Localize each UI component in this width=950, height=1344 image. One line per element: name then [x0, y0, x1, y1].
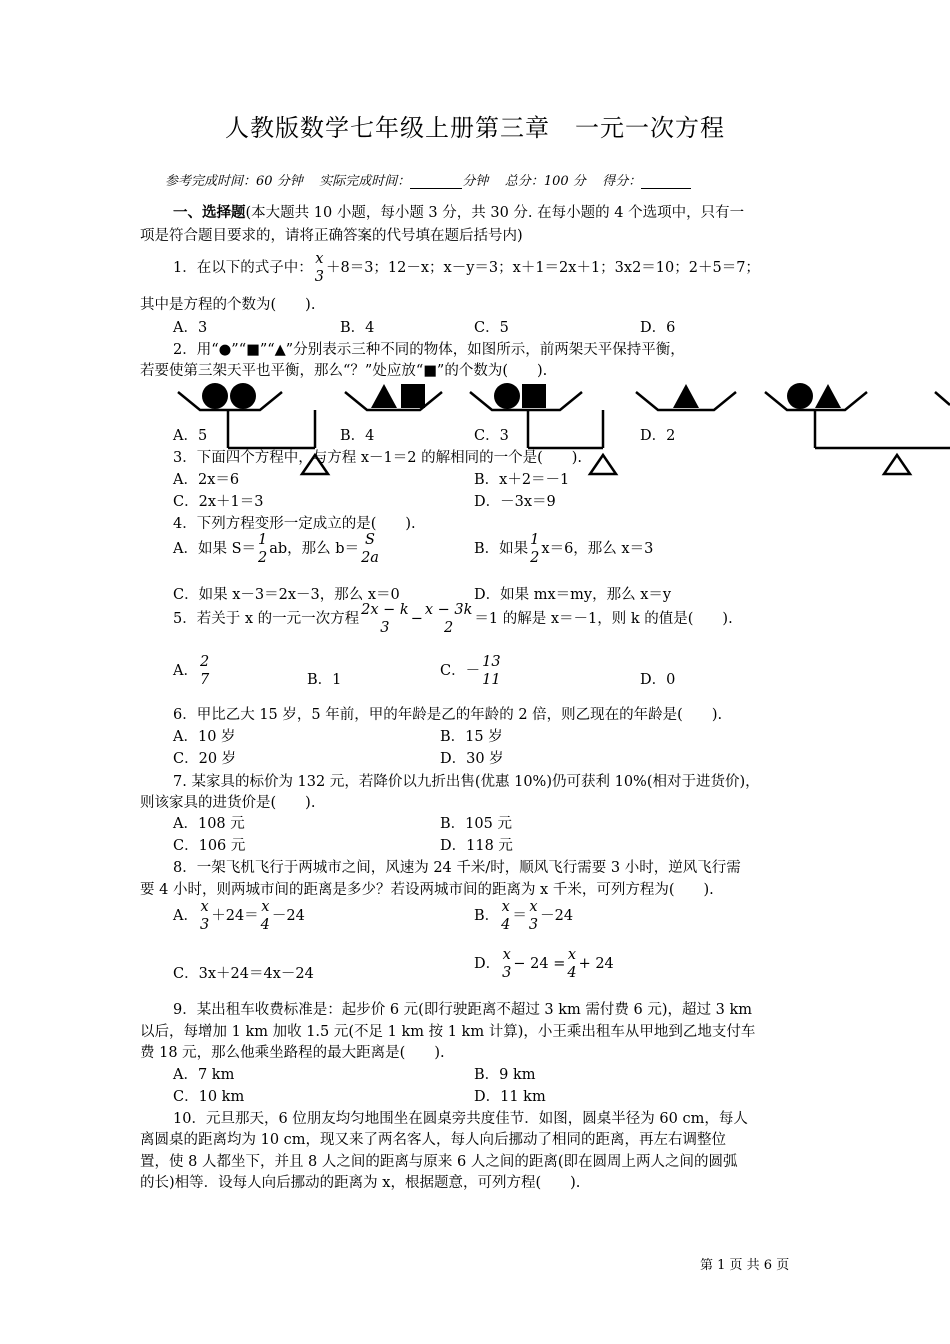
- frac-num: S: [365, 532, 375, 548]
- q3-option-b: B．x＋2＝－1: [474, 472, 570, 488]
- fraction: [200, 898, 209, 934]
- frac-den: 7: [199, 672, 210, 689]
- frac-num: x − 3k: [424, 602, 473, 618]
- q8-b-pre: B．: [474, 908, 500, 925]
- q1-option-c: C．5: [474, 320, 509, 336]
- q1-option-a: A．3: [173, 320, 208, 336]
- frac-den: 3: [380, 620, 390, 637]
- total-label: 总分：: [504, 174, 544, 189]
- q8-d-post: + 24: [578, 956, 614, 973]
- frac-num: x: [200, 899, 209, 915]
- q4-option-c: C．如果 x－3＝2x－3，那么 x＝0: [173, 587, 400, 603]
- q5-option-d: D．0: [640, 672, 676, 688]
- q9-option-a: A．7 km: [173, 1067, 235, 1083]
- q3-stem: 3．下面四个方程中，与方程 x－1＝2 的解相同的一个是( ).: [173, 450, 582, 466]
- q9-option-c: C．10 km: [173, 1089, 245, 1105]
- q5-a-pre: A．: [173, 663, 198, 680]
- q8-line1: 8．一架飞机飞行于两城市之间，风速为 24 千米/时，顺风飞行需要 3 小时，逆风飞行需: [173, 860, 741, 876]
- frac-num: 2: [199, 654, 210, 670]
- ref-time: 60 分钟: [256, 174, 303, 189]
- frac-den: 11: [482, 672, 501, 689]
- q9-option-b: B．9 km: [474, 1067, 536, 1083]
- q2-line1: 2．用“●”“■”“▲”分别表示三种不同的物体，如图所示，前两架天平保持平衡，: [173, 342, 685, 358]
- frac-den: 3: [199, 917, 210, 934]
- q5-option-a: [173, 653, 211, 689]
- q7-line2: 则该家具的进货价是( ).: [140, 795, 316, 811]
- q8-b-post: －24: [540, 908, 574, 925]
- score-label: 得分：: [602, 174, 642, 189]
- q3-option-c: C．2x＋1＝3: [173, 494, 264, 510]
- q9-option-d: D．11 km: [474, 1089, 546, 1105]
- frac-den: 3: [502, 965, 512, 982]
- fraction: [361, 531, 379, 567]
- frac-den: 4: [501, 917, 511, 934]
- page-title: 人教版数学七年级上册第三章 一元一次方程: [225, 114, 725, 142]
- triangle-icon: [371, 384, 397, 408]
- fraction: [501, 898, 510, 934]
- q4-option-a: [173, 531, 381, 567]
- frac-num: 1: [530, 532, 540, 548]
- frac-num: 1: [258, 532, 268, 548]
- q4-option-b: [474, 531, 653, 567]
- q6-option-c: C．20 岁: [173, 751, 237, 767]
- frac-den: 4: [567, 965, 577, 982]
- section-intro-cont: 项是符合题目要求的，请将正确答案的代号填在题后括号内): [140, 228, 523, 244]
- q7-option-b: B．105 元: [440, 816, 512, 832]
- q10-line3: 置，使 8 人都坐下，并且 8 人之间的距离与原来 6 人之间的距离(即在圆周上两人之间的圆弧: [140, 1154, 738, 1170]
- square-icon: [401, 384, 425, 408]
- frac-num: x: [567, 947, 577, 963]
- frac-num: 2x − k: [361, 602, 409, 618]
- q2-option-b: B．4: [340, 428, 375, 444]
- frac-den: 3: [528, 917, 539, 934]
- q4-b-pre: B．如果: [474, 541, 529, 558]
- minus-sign: −: [410, 611, 423, 628]
- q8-option-c: C．3x＋24＝4x－24: [173, 966, 314, 982]
- frac-num: x: [261, 899, 270, 915]
- q7-line1: 7. 某家具的标价为 132 元，若降价以九折出售(优惠 10%)仍可获利 10%(相对于进货价)，: [173, 774, 760, 790]
- q8-d-mid: − 24 =: [513, 956, 566, 973]
- frac-den: 2: [530, 550, 540, 567]
- frac-num: x: [529, 899, 538, 915]
- q5-c-pre: C．－: [440, 663, 481, 680]
- frac-den: 4: [260, 917, 270, 934]
- q10-line2: 离圆桌的距离均为 10 cm，现又来了两名客人，每人向后挪动了相同的距离，再左右调整位: [140, 1132, 727, 1148]
- circle-icon: [202, 383, 228, 409]
- frac-den: 2a: [361, 550, 379, 567]
- fraction: [482, 653, 500, 689]
- circle-icon: [230, 383, 256, 409]
- q8-d-pre: D．: [474, 956, 501, 973]
- q8-option-d: [474, 946, 614, 982]
- q7-option-c: C．106 元: [173, 838, 246, 854]
- triangle-icon: [673, 384, 699, 408]
- circle-icon: [494, 383, 520, 409]
- fraction: [567, 946, 576, 982]
- frac-num: x: [502, 947, 511, 963]
- total-score: 100 分: [543, 174, 586, 189]
- q4-stem: 4．下列方程变形一定成立的是( ).: [173, 516, 416, 532]
- q8-a-pre: A．: [173, 908, 198, 925]
- q6-option-a: A．10 岁: [173, 729, 236, 745]
- balance-figure: [0, 0, 950, 490]
- q1-stem-a: 1．在以下的式子中：: [173, 260, 313, 277]
- q5-option-c: [440, 653, 503, 689]
- q4-b-post: x＝6，那么 x＝3: [541, 541, 654, 558]
- q2-option-d: D．2: [640, 428, 676, 444]
- q5-post: ＝1 的解是 x＝－1，则 k 的值是( ).: [474, 611, 733, 628]
- q8-line2: 要 4 小时，则两城市间的距离是多少？若设两城市间的距离为 x 千米，可列方程为( ).: [140, 882, 714, 898]
- section-title: 一、选择题: [173, 205, 246, 221]
- fraction: [529, 898, 538, 934]
- fraction: [258, 531, 267, 567]
- section-intro: (本大题共 10 小题，每小题 3 分，共 30 分. 在每小题的 4 个选项中，只有一: [245, 205, 745, 221]
- q9-line2: 以后，每增加 1 km 加收 1.5 元(不足 1 km 按 1 km 计算)，小王乘出租车从甲地到乙地支付车: [140, 1024, 756, 1040]
- q8-a-mid: ＋24＝: [211, 908, 259, 925]
- frac-num: 13: [482, 654, 501, 670]
- q2-option-c: C．3: [474, 428, 509, 444]
- q5-option-b: B．1: [307, 672, 342, 688]
- q10-line1: 10．元旦那天，6 位朋友均匀地围坐在圆桌旁共度佳节．如图，圆桌半径为 60 cm，每人: [173, 1111, 748, 1127]
- ref-time-label: 参考完成时间：: [165, 174, 257, 189]
- q4-a-mid: ab，那么 b＝: [269, 541, 360, 558]
- q4-option-d: D．如果 mx＝my，那么 x＝y: [474, 587, 672, 603]
- q3-option-a: A．2x＝6: [173, 472, 240, 488]
- q8-b-mid: ＝: [512, 908, 527, 925]
- q5-pre: 5．若关于 x 的一元一次方程: [173, 611, 360, 628]
- q7-option-d: D．118 元: [440, 838, 513, 854]
- q6-stem: 6．甲比乙大 15 岁，5 年前，甲的年龄是乙的年龄的 2 倍，则乙现在的年龄是( ).: [173, 707, 723, 723]
- q8-option-a: [173, 898, 305, 934]
- page-number: 第 1 页 共 6 页: [700, 1258, 790, 1273]
- actual-time-unit: 分钟: [462, 174, 489, 189]
- q7-option-a: A．108 元: [173, 816, 245, 832]
- q6-option-d: D．30 岁: [440, 751, 504, 767]
- q1-option-b: B．4: [340, 320, 375, 336]
- q2-line2: 若要使第三架天平也平衡，那么“？”处应放“■”的个数为( ).: [140, 363, 548, 379]
- frac-num: x: [315, 251, 324, 267]
- q4-a-pre: A．如果 S＝: [173, 541, 257, 558]
- fraction: [361, 601, 409, 637]
- frac-den: 2: [258, 550, 268, 567]
- q6-option-b: B．15 岁: [440, 729, 503, 745]
- q8-option-b: [474, 898, 573, 934]
- frac-den: 3: [314, 269, 324, 286]
- frac-den: 2: [444, 620, 454, 637]
- q1-stem-b: ＋8＝3；12－x；x－y＝3；x＋1＝2x＋1；3x2＝10；2＋5＝7；: [325, 260, 760, 277]
- q1-stem-c: 其中是方程的个数为( ).: [140, 297, 316, 313]
- fraction: [200, 653, 209, 689]
- actual-time-label: 实际完成时间：: [319, 174, 411, 189]
- frac-num: x: [501, 899, 510, 915]
- q8-a-post: －24: [271, 908, 305, 925]
- q5-stem: [173, 601, 733, 637]
- circle-icon: [787, 383, 813, 409]
- fraction: [502, 946, 511, 982]
- q9-line1: 9．某出租车收费标准是：起步价 6 元(即行驶距离不超过 3 km 需付费 6 元)，超过 3 km: [173, 1002, 752, 1018]
- fraction: [425, 601, 473, 637]
- q2-option-a: A．5: [173, 428, 208, 444]
- triangle-icon: [815, 384, 841, 408]
- q3-option-d: D．－3x＝9: [474, 494, 556, 510]
- square-icon: [522, 384, 546, 408]
- fraction: [530, 531, 539, 567]
- fraction: [261, 898, 270, 934]
- q1-option-d: D．6: [640, 320, 676, 336]
- q9-line3: 费 18 元，那么他乘坐路程的最大距离是( ).: [140, 1045, 445, 1061]
- q10-line4: 的长)相等．设每人向后挪动的距离为 x，根据题意，可列方程( ).: [140, 1175, 581, 1191]
